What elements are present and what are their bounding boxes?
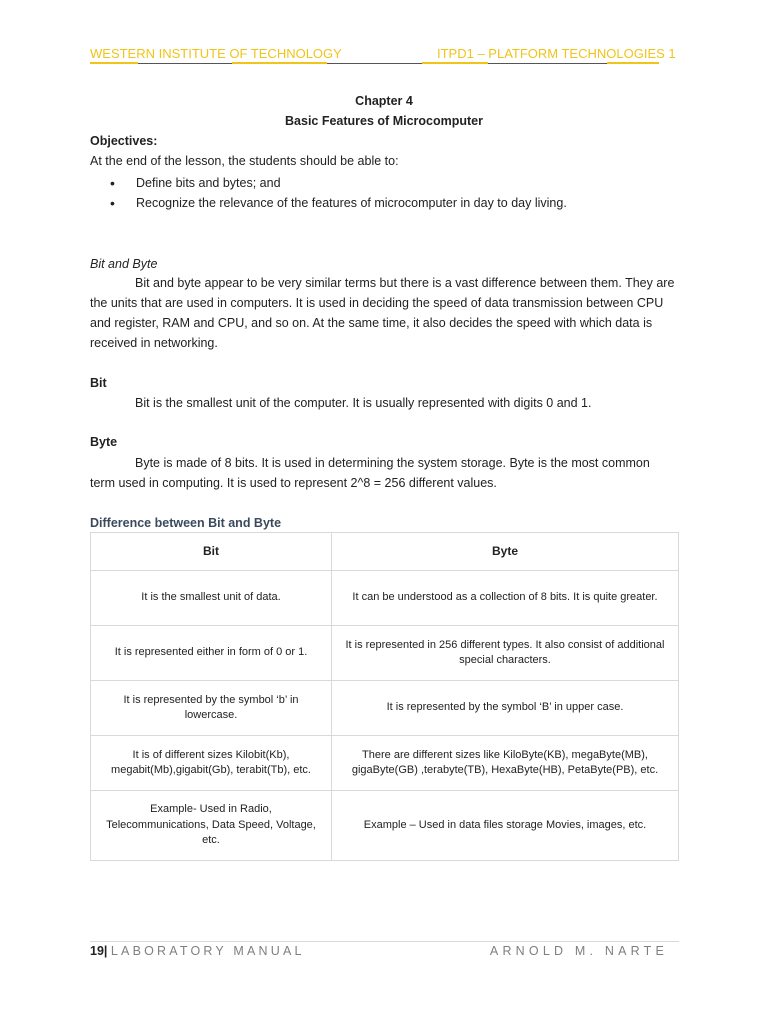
footer-author: ARNOLD M. NARTE xyxy=(489,944,668,958)
table-row xyxy=(91,736,679,791)
chapter-title: Basic Features of Microcomputer xyxy=(285,114,483,128)
table-cell-bit: Example- Used in Radio, Telecommunications, Data Speed, Voltage, etc. xyxy=(91,791,332,861)
difference-heading: Difference between Bit and Byte xyxy=(90,516,282,530)
table-cell-byte: Example – Used in data files storage Movies, images, etc. xyxy=(332,791,679,861)
bit-and-byte-heading: Bit and Byte xyxy=(90,257,158,271)
chapter-number: Chapter 4 xyxy=(355,94,413,108)
header-accent-line xyxy=(90,62,138,64)
table-cell-byte: There are different sizes like KiloByte(KB), megaByte(MB), gigaByte(GB) ,terabyte(TB), HexaByte(HB), PetaByte(PB), etc. xyxy=(332,736,679,791)
header-accent-line xyxy=(422,62,488,64)
column-header-bit: Bit xyxy=(91,533,332,571)
byte-paragraph: Byte is made of 8 bits. It is used in determining the system storage. Byte is the most common term used in computing. It is used to represent 2^8 = 256 different values. xyxy=(90,456,650,490)
footer-separator: | xyxy=(103,944,108,958)
header-accent-line xyxy=(232,62,327,64)
table-cell-bit: It is of different sizes Kilobit(Kb), megabit(Mb),gigabit(Gb), terabit(Tb), etc. xyxy=(91,736,332,791)
table-cell-bit: It is represented either in form of 0 or 1. xyxy=(91,626,332,681)
header-course: ITPD1 – PLATFORM TECHNOLOGIES 1 xyxy=(437,46,676,61)
byte-heading: Byte xyxy=(90,435,118,449)
objectives-heading: Objectives: xyxy=(90,134,158,148)
page-number: 19 xyxy=(90,944,104,958)
objective-item: • Recognize the relevance of the features of microcomputer in day to day living. xyxy=(110,193,567,213)
table-cell-byte: It can be understood as a collection of 8 bits. It is quite greater. xyxy=(332,571,679,626)
table-row xyxy=(91,681,679,736)
footer-left xyxy=(90,944,305,958)
footer-divider xyxy=(90,941,679,942)
header-accent-line xyxy=(607,62,659,64)
column-header-byte: Byte xyxy=(332,533,679,571)
table-cell-byte: It is represented in 256 different types. It also consist of additional special characters. xyxy=(332,626,679,681)
header-institute: WESTERN INSTITUTE OF TECHNOLOGY xyxy=(90,46,342,61)
objectives-intro: At the end of the lesson, the students should be able to: xyxy=(90,154,399,168)
table-cell-bit: It is represented by the symbol ‘b’ in lowercase. xyxy=(91,681,332,736)
table-row xyxy=(91,571,679,626)
bit-heading: Bit xyxy=(90,376,107,390)
objective-item: • Define bits and bytes; and xyxy=(110,173,567,193)
table-cell-byte: It is represented by the symbol ‘B’ in upper case. xyxy=(332,681,679,736)
bit-paragraph: Bit is the smallest unit of the computer. It is usually represented with digits 0 and 1. xyxy=(135,396,592,410)
objectives-list xyxy=(110,173,567,213)
table-row xyxy=(91,626,679,681)
difference-table xyxy=(90,532,679,861)
table-row xyxy=(91,791,679,861)
bit-and-byte-paragraph: Bit and byte appear to be very similar terms but there is a vast difference between them. They are the units that are used in computers. It is used in deciding the speed of data transmission between CPU and register, RAM and CPU, and so on. At the same time, it also decides the speed with which data is received in networking. xyxy=(90,276,675,350)
header-divider xyxy=(90,63,659,64)
table-cell-bit: It is the smallest unit of data. xyxy=(91,571,332,626)
footer-label: LABORATORY MANUAL xyxy=(110,944,305,958)
